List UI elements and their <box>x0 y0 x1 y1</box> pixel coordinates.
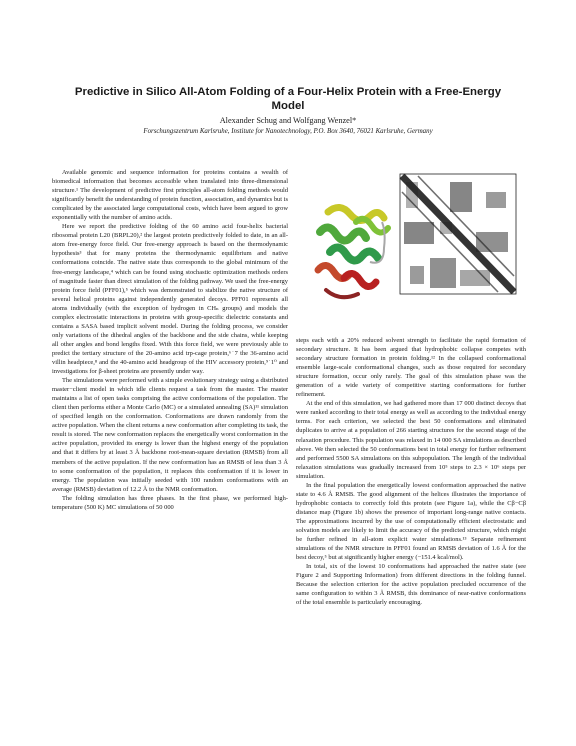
paper-title: Predictive in Silico All-Atom Folding of a Four-Helix Protein with a Free-Energy Model <box>74 86 502 112</box>
author-list: Alexander Schug and Wolfgang Wenzel* <box>219 116 357 125</box>
paragraph: In total, six of the lowest 10 conformations had approached the native state (see Figure 2 and Supporting Information) from different directions in the folding funnel. Because the selection criterion for the active population precluded occurrence of the same configuration to within 3 Å RMSB, this dominance of near-native conformations of the total ensemble is particularly encouraging. <box>296 563 526 607</box>
right-column <box>296 336 526 607</box>
paragraph: The simulations were performed with a simple evolutionary strategy using a distributed master−client model in which idle clients request a task from the master. The master maintains a list of open tasks comprising the active conformations of the population. The client then performs either a Monte Carlo (MC) or a simulated annealing (SA)¹¹ simulation of specified length on the conformation. Conformations are drawn randomly from the active population. When the client returns a new conformation after completing its task, the result is stored. The new conformation replaces the energetically worst conformation in the active population, provided its energy is lower than the highest energy of the population and that it differs by at least 3 Å backbone root-mean-square deviation (RMSB) from all members of the active population. If the new conformation has an RMSB of less than 3 Å to some conformation of the population, it replaces this conformation if it is lower in energy. The population was initially seeded with 100 random conformations with an average (RMSB) deviation of 12.2 Å to the NMR conformation. <box>52 377 288 493</box>
affiliation: Forschungszentrum Karlsruhe, Institute for Nanotechnology, P.O. Box 3640, 76021 Karlsruhe, Germany <box>143 128 433 135</box>
distance-map-image <box>400 174 516 294</box>
figure-1-graphic <box>300 162 528 322</box>
paragraph: Here we report the predictive folding of the 60 amino acid four-helix bacterial ribosomal protein L20 (BRPL20),² the largest protein predictively folded to date, in an all-atom free-energy force field. Our free-energy approach is based on the thermodynamic hypothesis³ that for many proteins the thermodynamic equilibrium and native conformations coincide. The native state thus corresponds to the global minimum of the free-energy landscape,⁴ which can be found using stochastic optimization methods orders of magnitude faster than direct simulation of the folding pathway. We used the free-energy protein force field (PFF01),⁵ which was demonstrated to stabilize the native structure of several helical proteins against independently generated decoys. PFF01 represents all atoms individually (with the exception of hydrogen in CHₙ groups) and models the complex electrostatic interactions in proteins with group-specific dielectric constants and contains a SASA based implicit solvent model. During the folding process, we consider only variations of the dihedral angles of the backbone and the side chains, while keeping all other angles and bond lengths fixed. With this force field, we were previously able to predict the tertiary structure of the 20-amino acid trp-cage protein,⁶˙7 the 36-amino acid villin headpiece,⁸ and the 40-amino acid headgroup of the HIV accessory protein,⁹˙1⁰ and investigations for β-sheet proteins are presently under way. <box>52 223 288 376</box>
paragraph: Available genomic and sequence information for proteins contains a wealth of biomedical information that becomes accessible when translated into three-dimensional structure.¹ The development of predictive first principles all-atom folding methods would significantly benefit the understanding of protein function, association, and dynamics but is complicated by the associated large computational costs, which have been argued to grow exponentially with the number of amino acids. <box>52 169 288 222</box>
paragraph: In the final population the energetically lowest conformation approached the native state to 4.6 Å RMSB. The good alignment of the helices illustrates the importance of hydrophobic contacts to correctly fold this protein (see Figure 1a), while the Cβ−Cβ distance map (Figure 1b) shows the presence of important long-range native contacts. The approximations incurred by the use of computationally efficient electrostatic and solvation models are likely to limit the accuracy of the predicted structure, which might be further refined in all-atom explicit water simulations.¹³ Separate refinement simulations of the NMR structure in PFF01 found an RMSB deviation of 1.6 Å for the best decoy,⁵ but at significantly higher energy (−151.4 kcal/mol). <box>296 481 526 562</box>
paragraph: At the end of this simulation, we had gathered more than 17 000 distinct decoys that were ranked according to their total energy as well as according to the individual energy terms. For each criterion, we selected the best 50 conformations and eliminated duplicates to arrive at a population of 266 starting structures for the second stage of the relaxation procedure. This population was relaxed in 14 000 SA simulations as described above. We then selected the 50 conformations best in total energy for further refinement and performed 5500 SA simulations on this subpopulation. The length of the individual relaxation simulations was gradually increased from 10⁵ steps to 2.3 × 10⁶ steps per simulation. <box>296 400 526 480</box>
left-column <box>52 168 288 512</box>
figure-1 <box>300 162 528 322</box>
paragraph: The folding simulation has three phases. In the first phase, we performed high-temperature (500 K) MC simulations of 50 000 <box>52 494 288 511</box>
paragraph: steps each with a 20% reduced solvent strength to facilitate the rapid formation of secondary structure. It has been argued that hydrophobic collapse competes with secondary structure formation in protein folding.¹² In the collapsed conformational ensemble large-scale conformational changes, such as those required for secondary structure formation, occur only rarely. The goal of this simulation phase was the generation of a wide variety of competitive starting conformations for further refinement. <box>296 337 526 399</box>
protein-ribbon-image <box>318 207 388 297</box>
